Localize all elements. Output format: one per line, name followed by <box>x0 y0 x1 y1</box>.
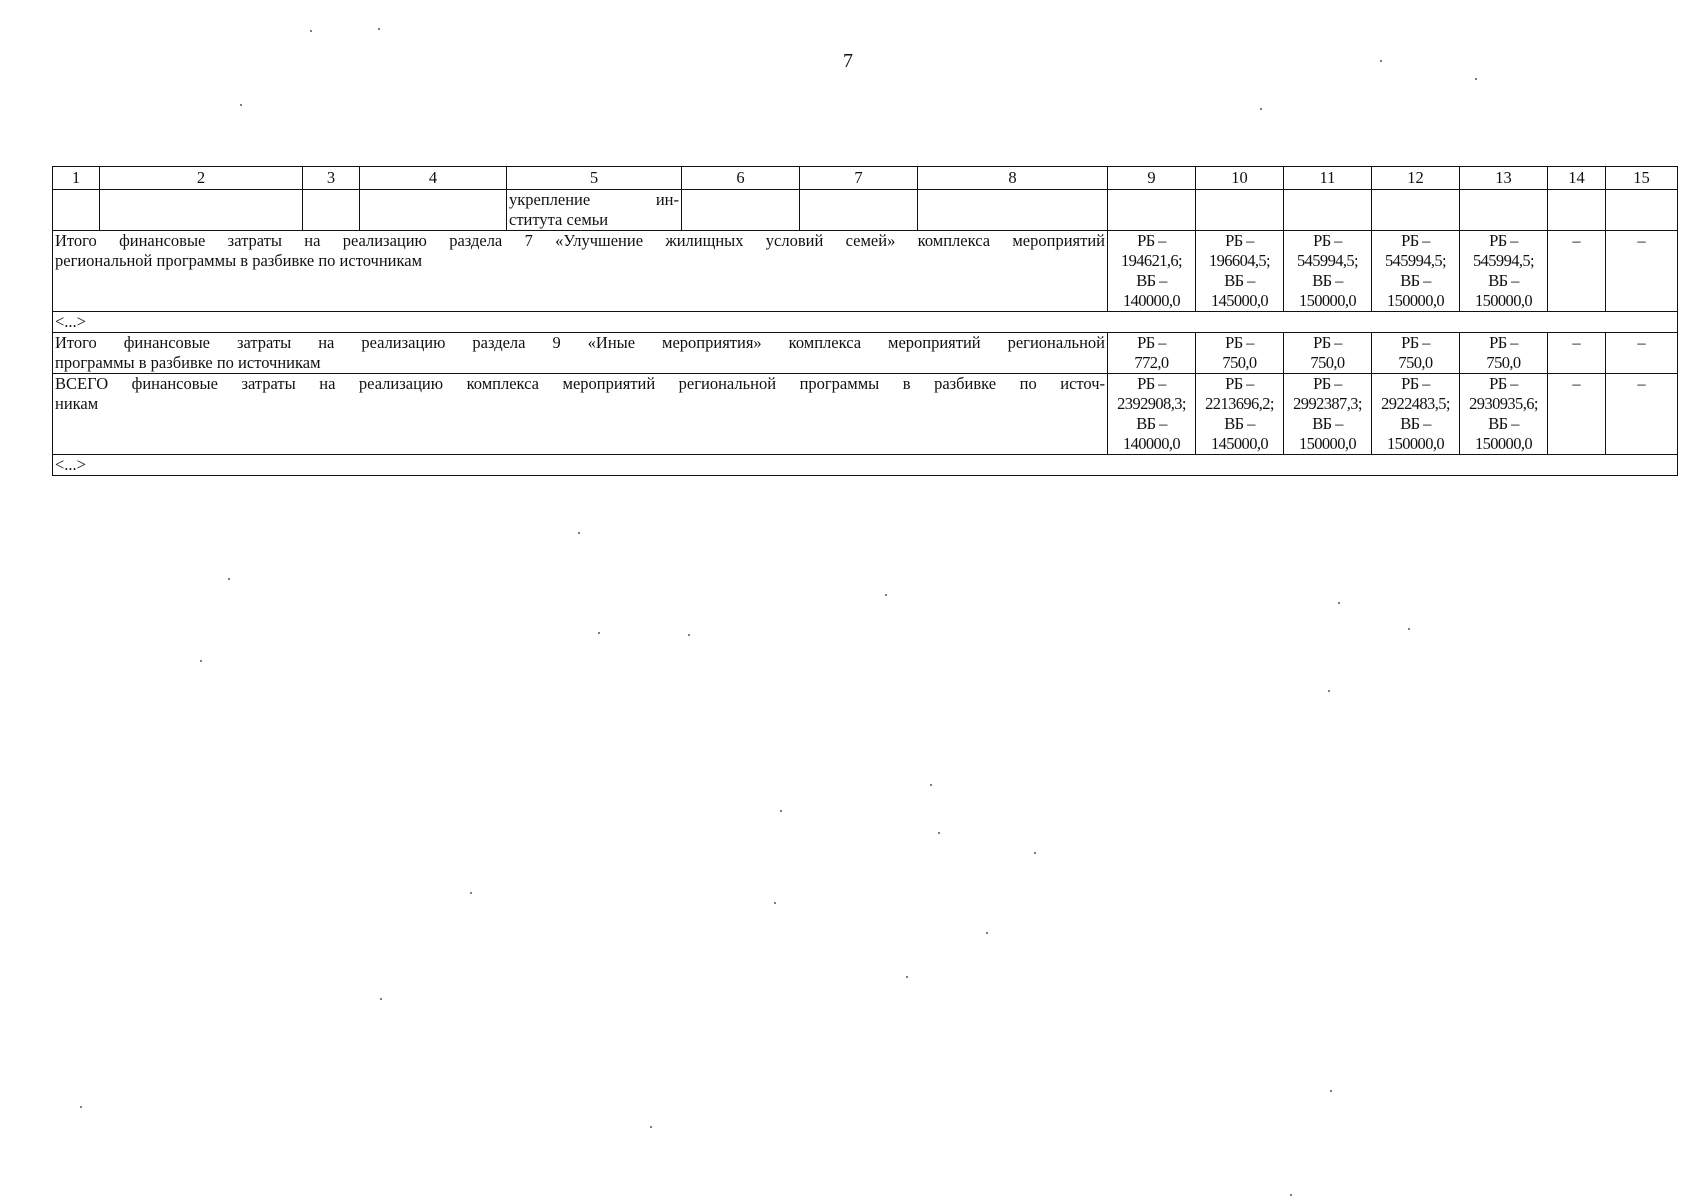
rb-label: РБ – <box>1489 333 1518 352</box>
header-cell: 15 <box>1606 167 1678 190</box>
scan-speck <box>906 976 908 978</box>
rb-label: РБ – <box>1313 231 1342 250</box>
vb-label: ВБ – <box>1136 414 1167 433</box>
scan-speck <box>885 594 887 596</box>
vb-value: 150000,0 <box>1474 291 1533 310</box>
value-cell <box>1108 374 1196 455</box>
vb-value: 150000,0 <box>1298 434 1357 453</box>
scan-speck <box>1034 852 1036 854</box>
vb-value: 140000,0 <box>1122 291 1181 310</box>
rb-label: РБ – <box>1225 333 1254 352</box>
scan-speck <box>80 1106 82 1108</box>
scan-speck <box>240 104 242 106</box>
dash-cell: – <box>1548 333 1606 374</box>
value-cell <box>1372 333 1460 374</box>
dash-cell: – <box>1606 374 1678 455</box>
vb-label: ВБ – <box>1312 271 1343 290</box>
total-row-section-7 <box>53 231 1678 312</box>
scan-speck <box>228 578 230 580</box>
vb-value: 145000,0 <box>1210 434 1269 453</box>
rb-label: РБ – <box>1489 374 1518 393</box>
scan-speck <box>1475 78 1477 80</box>
vb-value: 140000,0 <box>1122 434 1181 453</box>
vb-label: ВБ – <box>1312 414 1343 433</box>
rb-label: РБ – <box>1137 374 1166 393</box>
rb-value: 750,0 <box>1222 353 1257 372</box>
vb-value: 150000,0 <box>1298 291 1357 310</box>
value-cell <box>1196 333 1284 374</box>
scan-speck <box>1260 108 1262 110</box>
scan-speck <box>598 632 600 634</box>
header-cell: 11 <box>1284 167 1372 190</box>
vb-label: ВБ – <box>1400 271 1431 290</box>
ellipsis: <...> <box>53 455 1678 476</box>
continuation-line: ститута семьи <box>509 210 609 229</box>
continuation-text-cell <box>507 190 682 231</box>
rb-label: РБ – <box>1401 333 1430 352</box>
financing-table <box>52 166 1678 476</box>
rb-label: РБ – <box>1137 333 1166 352</box>
header-cell: 6 <box>682 167 800 190</box>
rb-value: 750,0 <box>1486 353 1521 372</box>
value-cell <box>1372 374 1460 455</box>
description-line: региональной программы в разбивке по источникам <box>55 251 423 270</box>
rb-value: 194621,6; <box>1120 251 1183 270</box>
dash-cell: – <box>1548 374 1606 455</box>
ellipsis-row <box>53 312 1678 333</box>
description-line: Итого финансовые затраты на реализацию раздела 7 «Улучшение жилищных условий семей» комплекса мероприятий <box>55 231 1105 250</box>
vb-label: ВБ – <box>1224 271 1255 290</box>
description-line: Итого финансовые затраты на реализацию раздела 9 «Иные мероприятия» комплекса мероприятий региональной <box>55 333 1105 352</box>
scan-speck <box>930 784 932 786</box>
value-cell <box>1284 333 1372 374</box>
vb-label: ВБ – <box>1224 414 1255 433</box>
vb-label: ВБ – <box>1136 271 1167 290</box>
scan-speck <box>1330 1090 1332 1092</box>
value-cell <box>1196 231 1284 312</box>
rb-label: РБ – <box>1313 374 1342 393</box>
description-line: никам <box>55 394 99 413</box>
header-cell: 7 <box>800 167 918 190</box>
dash-cell: – <box>1606 231 1678 312</box>
header-cell: 8 <box>918 167 1108 190</box>
grand-total-row <box>53 374 1678 455</box>
description-line: программы в разбивке по источникам <box>55 353 321 372</box>
scan-speck <box>1380 60 1382 62</box>
continuation-row <box>53 190 1678 231</box>
value-cell <box>1372 231 1460 312</box>
rb-label: РБ – <box>1225 231 1254 250</box>
total-description <box>53 374 1108 455</box>
dash-cell: – <box>1606 333 1678 374</box>
header-cell: 12 <box>1372 167 1460 190</box>
vb-label: ВБ – <box>1488 414 1519 433</box>
scan-speck <box>200 660 202 662</box>
scan-speck <box>774 902 776 904</box>
rb-label: РБ – <box>1313 333 1342 352</box>
rb-label: РБ – <box>1225 374 1254 393</box>
value-cell <box>1284 374 1372 455</box>
dash-cell: – <box>1548 231 1606 312</box>
rb-value: 196604,5; <box>1208 251 1271 270</box>
value-cell <box>1108 333 1196 374</box>
header-cell: 1 <box>53 167 100 190</box>
header-row <box>53 167 1678 190</box>
vb-label: ВБ – <box>1488 271 1519 290</box>
scan-speck <box>688 634 690 636</box>
total-description <box>53 231 1108 312</box>
header-cell: 2 <box>100 167 303 190</box>
rb-value: 2992387,3; <box>1293 394 1362 413</box>
scan-speck <box>1408 628 1410 630</box>
value-cell <box>1196 374 1284 455</box>
vb-value: 145000,0 <box>1210 291 1269 310</box>
header-cell: 5 <box>507 167 682 190</box>
rb-label: РБ – <box>1401 231 1430 250</box>
value-cell <box>1460 231 1548 312</box>
rb-value: 750,0 <box>1310 353 1345 372</box>
rb-label: РБ – <box>1489 231 1518 250</box>
header-cell: 9 <box>1108 167 1196 190</box>
scan-speck <box>1290 1194 1292 1196</box>
rb-value: 545994,5; <box>1384 251 1447 270</box>
header-cell: 13 <box>1460 167 1548 190</box>
scan-speck <box>986 932 988 934</box>
rb-value: 545994,5; <box>1296 251 1359 270</box>
ellipsis: <...> <box>53 312 1678 333</box>
rb-value: 772,0 <box>1134 353 1169 372</box>
scan-speck <box>578 532 580 534</box>
ellipsis-row <box>53 455 1678 476</box>
scan-speck <box>380 998 382 1000</box>
scan-speck <box>470 892 472 894</box>
scan-speck <box>780 810 782 812</box>
total-row-section-9 <box>53 333 1678 374</box>
continuation-line: укрепление ин- <box>509 190 679 209</box>
scan-speck <box>650 1126 652 1128</box>
description-line: ВСЕГО финансовые затраты на реализацию комплекса мероприятий региональной программы в разбивке по источ- <box>55 374 1105 393</box>
page-number: 7 <box>843 50 853 72</box>
value-cell <box>1460 374 1548 455</box>
header-cell: 4 <box>360 167 507 190</box>
value-cell <box>1108 231 1196 312</box>
scan-speck <box>310 30 312 32</box>
vb-value: 150000,0 <box>1386 434 1445 453</box>
scan-speck <box>938 832 940 834</box>
rb-label: РБ – <box>1401 374 1430 393</box>
scan-speck <box>378 28 380 30</box>
scan-speck <box>1338 602 1340 604</box>
rb-value: 2213696,2; <box>1205 394 1274 413</box>
header-cell: 14 <box>1548 167 1606 190</box>
rb-value: 545994,5; <box>1472 251 1535 270</box>
vb-value: 150000,0 <box>1386 291 1445 310</box>
rb-value: 2392908,3; <box>1117 394 1186 413</box>
rb-value: 750,0 <box>1398 353 1433 372</box>
value-cell <box>1284 231 1372 312</box>
rb-label: РБ – <box>1137 231 1166 250</box>
rb-value: 2922483,5; <box>1381 394 1450 413</box>
rb-value: 2930935,6; <box>1469 394 1538 413</box>
header-cell: 3 <box>303 167 360 190</box>
vb-value: 150000,0 <box>1474 434 1533 453</box>
vb-label: ВБ – <box>1400 414 1431 433</box>
total-description <box>53 333 1108 374</box>
scan-speck <box>1328 690 1330 692</box>
value-cell <box>1460 333 1548 374</box>
header-cell: 10 <box>1196 167 1284 190</box>
